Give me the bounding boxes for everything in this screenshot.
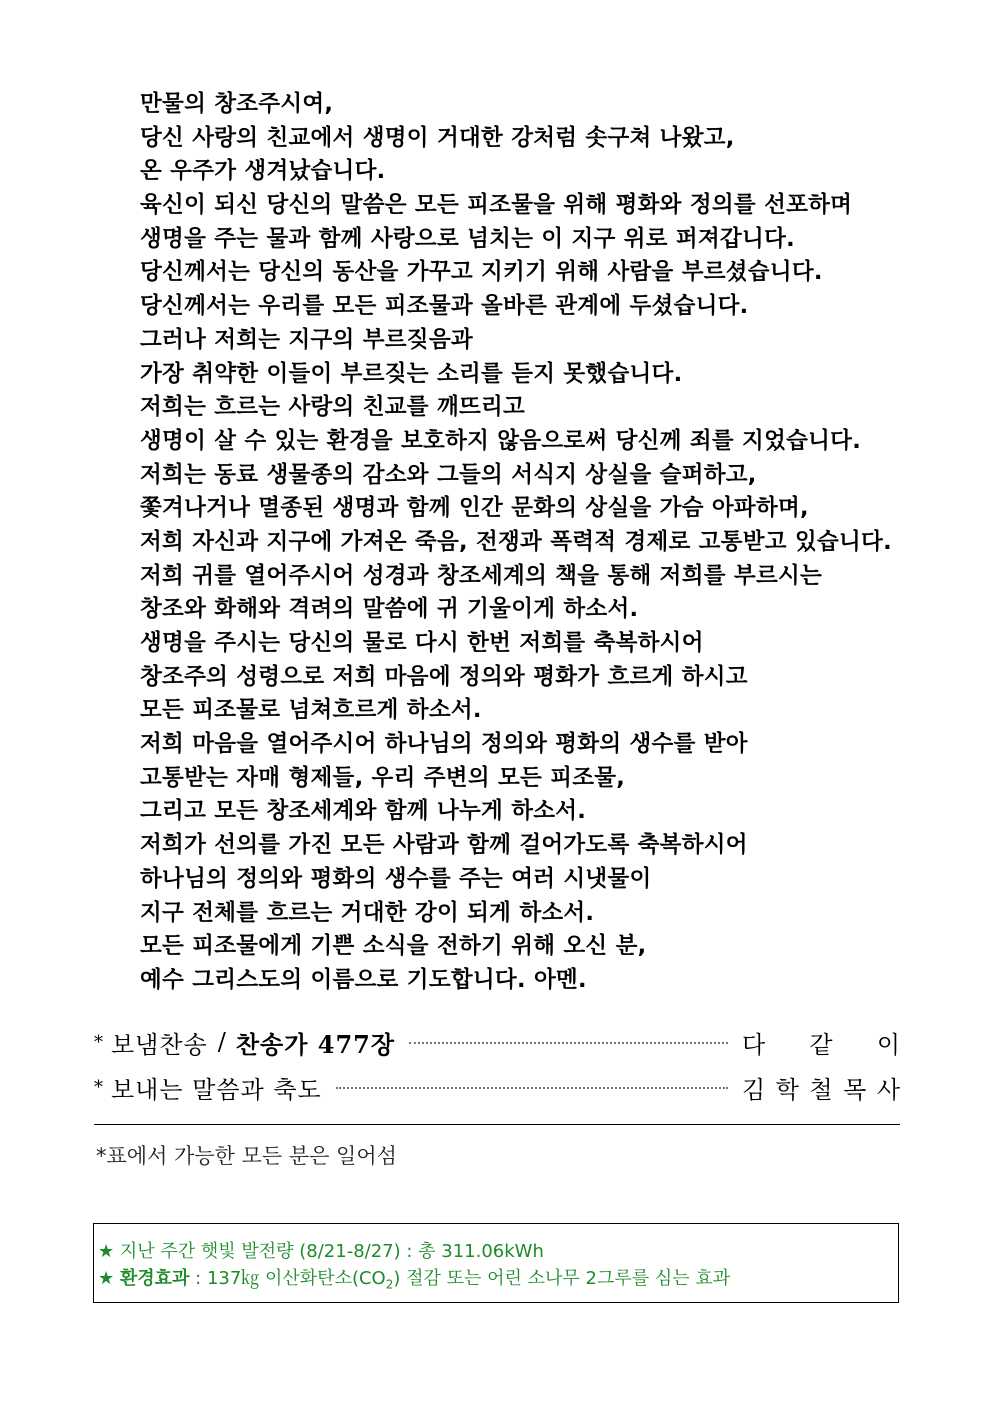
prayer-line: 고통받는 자매 형제들, 우리 주변의 모든 피조물,	[140, 764, 626, 791]
prayer-line: 하나님의 정의와 평화의 생수를 주는 여러 시냇물이	[140, 865, 652, 892]
prayer-line: 당신께서는 우리를 모든 피조물과 올바른 관계에 두셨습니다.	[140, 293, 749, 320]
prayer-line: 그러나 저희는 지구의 부르짖음과	[140, 326, 473, 353]
standing-note: *표에서 가능한 모든 분은 일어섬	[96, 1144, 397, 1168]
order-hymn-row	[94, 1022, 900, 1062]
performer-char: 사	[876, 1075, 900, 1104]
order-performer	[742, 1070, 900, 1105]
prayer-line: 쫓겨나거나 멸종된 생명과 함께 인간 문화의 상실을 가슴 아파하며,	[140, 495, 809, 522]
prayer-line: 지구 전체를 흐르는 거대한 강이 되게 하소서.	[140, 899, 595, 926]
performer-char: 목	[843, 1075, 867, 1104]
order-benediction-row	[94, 1067, 900, 1107]
performer-char: 이	[876, 1030, 900, 1059]
prayer-line: 모든 피조물에게 기쁜 소식을 전하기 위해 오신 분,	[140, 933, 647, 960]
performer-char: 학	[775, 1075, 799, 1104]
prayer-line: 저희는 흐르는 사랑의 친교를 깨뜨리고	[140, 394, 526, 421]
prayer-line: 만물의 창조주시여,	[140, 91, 334, 117]
solar-output-text: 지난 주간 햇빛 발전량 (8/21-8/27) : 총 311.06kWh	[119, 1241, 544, 1262]
hymn-number: 찬송가 477장	[235, 1029, 396, 1059]
prayer-line: 생명을 주시는 당신의 물로 다시 한번 저희를 축복하시어	[140, 630, 704, 656]
prayer-line: 저희 마음을 열어주시어 하나님의 정의와 평화의 생수를 받아	[140, 731, 748, 758]
prayer-text	[140, 88, 920, 998]
prayer-line: 창조와 화해와 격려의 말씀에 귀 기울이게 하소서.	[140, 596, 639, 623]
order-separator: /	[217, 1028, 226, 1056]
order-performer	[742, 1025, 900, 1060]
effect-text-after: ) 절감 또는 어린 소나무 2그루를 심는 효과	[393, 1268, 731, 1289]
performer-char: 김	[742, 1075, 766, 1104]
solar-energy-box	[93, 1223, 899, 1303]
prayer-line: 모든 피조물로 넘쳐흐르게 하소서.	[140, 697, 482, 724]
leader-dots	[336, 1085, 728, 1089]
performer-char: 다	[742, 1030, 766, 1059]
prayer-line: 창조주의 성령으로 저희 마음에 정의와 평화가 흐르게 하시고	[140, 663, 748, 690]
prayer-line: 가장 취약한 이들이 부르짖는 소리를 듣지 못했습니다.	[140, 360, 683, 387]
performer-char: 같	[809, 1030, 833, 1059]
prayer-line: 온 우주가 생겨났습니다.	[140, 158, 386, 185]
prayer-line: 생명이 살 수 있는 환경을 보호하지 않음으로써 당신께 죄를 지었습니다.	[140, 427, 862, 454]
leader-dots	[409, 1040, 728, 1044]
subscript-2: 2	[385, 1277, 394, 1292]
environment-effect-label: 환경효과	[119, 1268, 190, 1289]
prayer-line: 생명을 주는 물과 함께 사랑으로 넘치는 이 지구 위로 퍼져갑니다.	[140, 225, 795, 252]
divider	[94, 1124, 900, 1125]
order-label: 보냄찬송	[111, 1030, 208, 1059]
solar-output-line	[98, 1238, 898, 1265]
effect-text-before: : 137㎏ 이산화탄소(CO	[189, 1268, 386, 1289]
prayer-line: 예수 그리스도의 이름으로 기도합니다. 아멘.	[140, 966, 587, 993]
star-icon: ★	[98, 1268, 115, 1289]
star-icon: ★	[98, 1241, 115, 1262]
prayer-line: 당신 사랑의 친교에서 생명이 거대한 강처럼 솟구쳐 나왔고,	[140, 124, 735, 151]
prayer-line: 당신께서는 당신의 동산을 가꾸고 지키기 위해 사람을 부르셨습니다.	[140, 259, 823, 286]
prayer-line: 저희 귀를 열어주시어 성경과 창조세계의 책을 통해 저희를 부르시는	[140, 562, 823, 589]
order-label: 보내는 말씀과 축도	[111, 1075, 322, 1104]
prayer-line: 저희가 선의를 가진 모든 사람과 함께 걸어가도록 축복하시어	[140, 832, 748, 859]
stand-marker: *	[94, 1076, 103, 1098]
prayer-line: 저희는 동료 생물종의 감소와 그들의 서식지 상실을 슬퍼하고,	[140, 461, 757, 488]
prayer-line: 저희 자신과 지구에 가져온 죽음, 전쟁과 폭력적 경제로 고통받고 있습니다.	[140, 528, 892, 555]
performer-char: 철	[809, 1075, 833, 1104]
prayer-line: 그리고 모든 창조세계와 함께 나누게 하소서.	[140, 798, 587, 825]
environment-effect-line	[98, 1265, 898, 1299]
prayer-line: 육신이 되신 당신의 말씀은 모든 피조물을 위해 평화와 정의를 선포하며	[140, 192, 853, 219]
stand-marker: *	[94, 1031, 103, 1053]
